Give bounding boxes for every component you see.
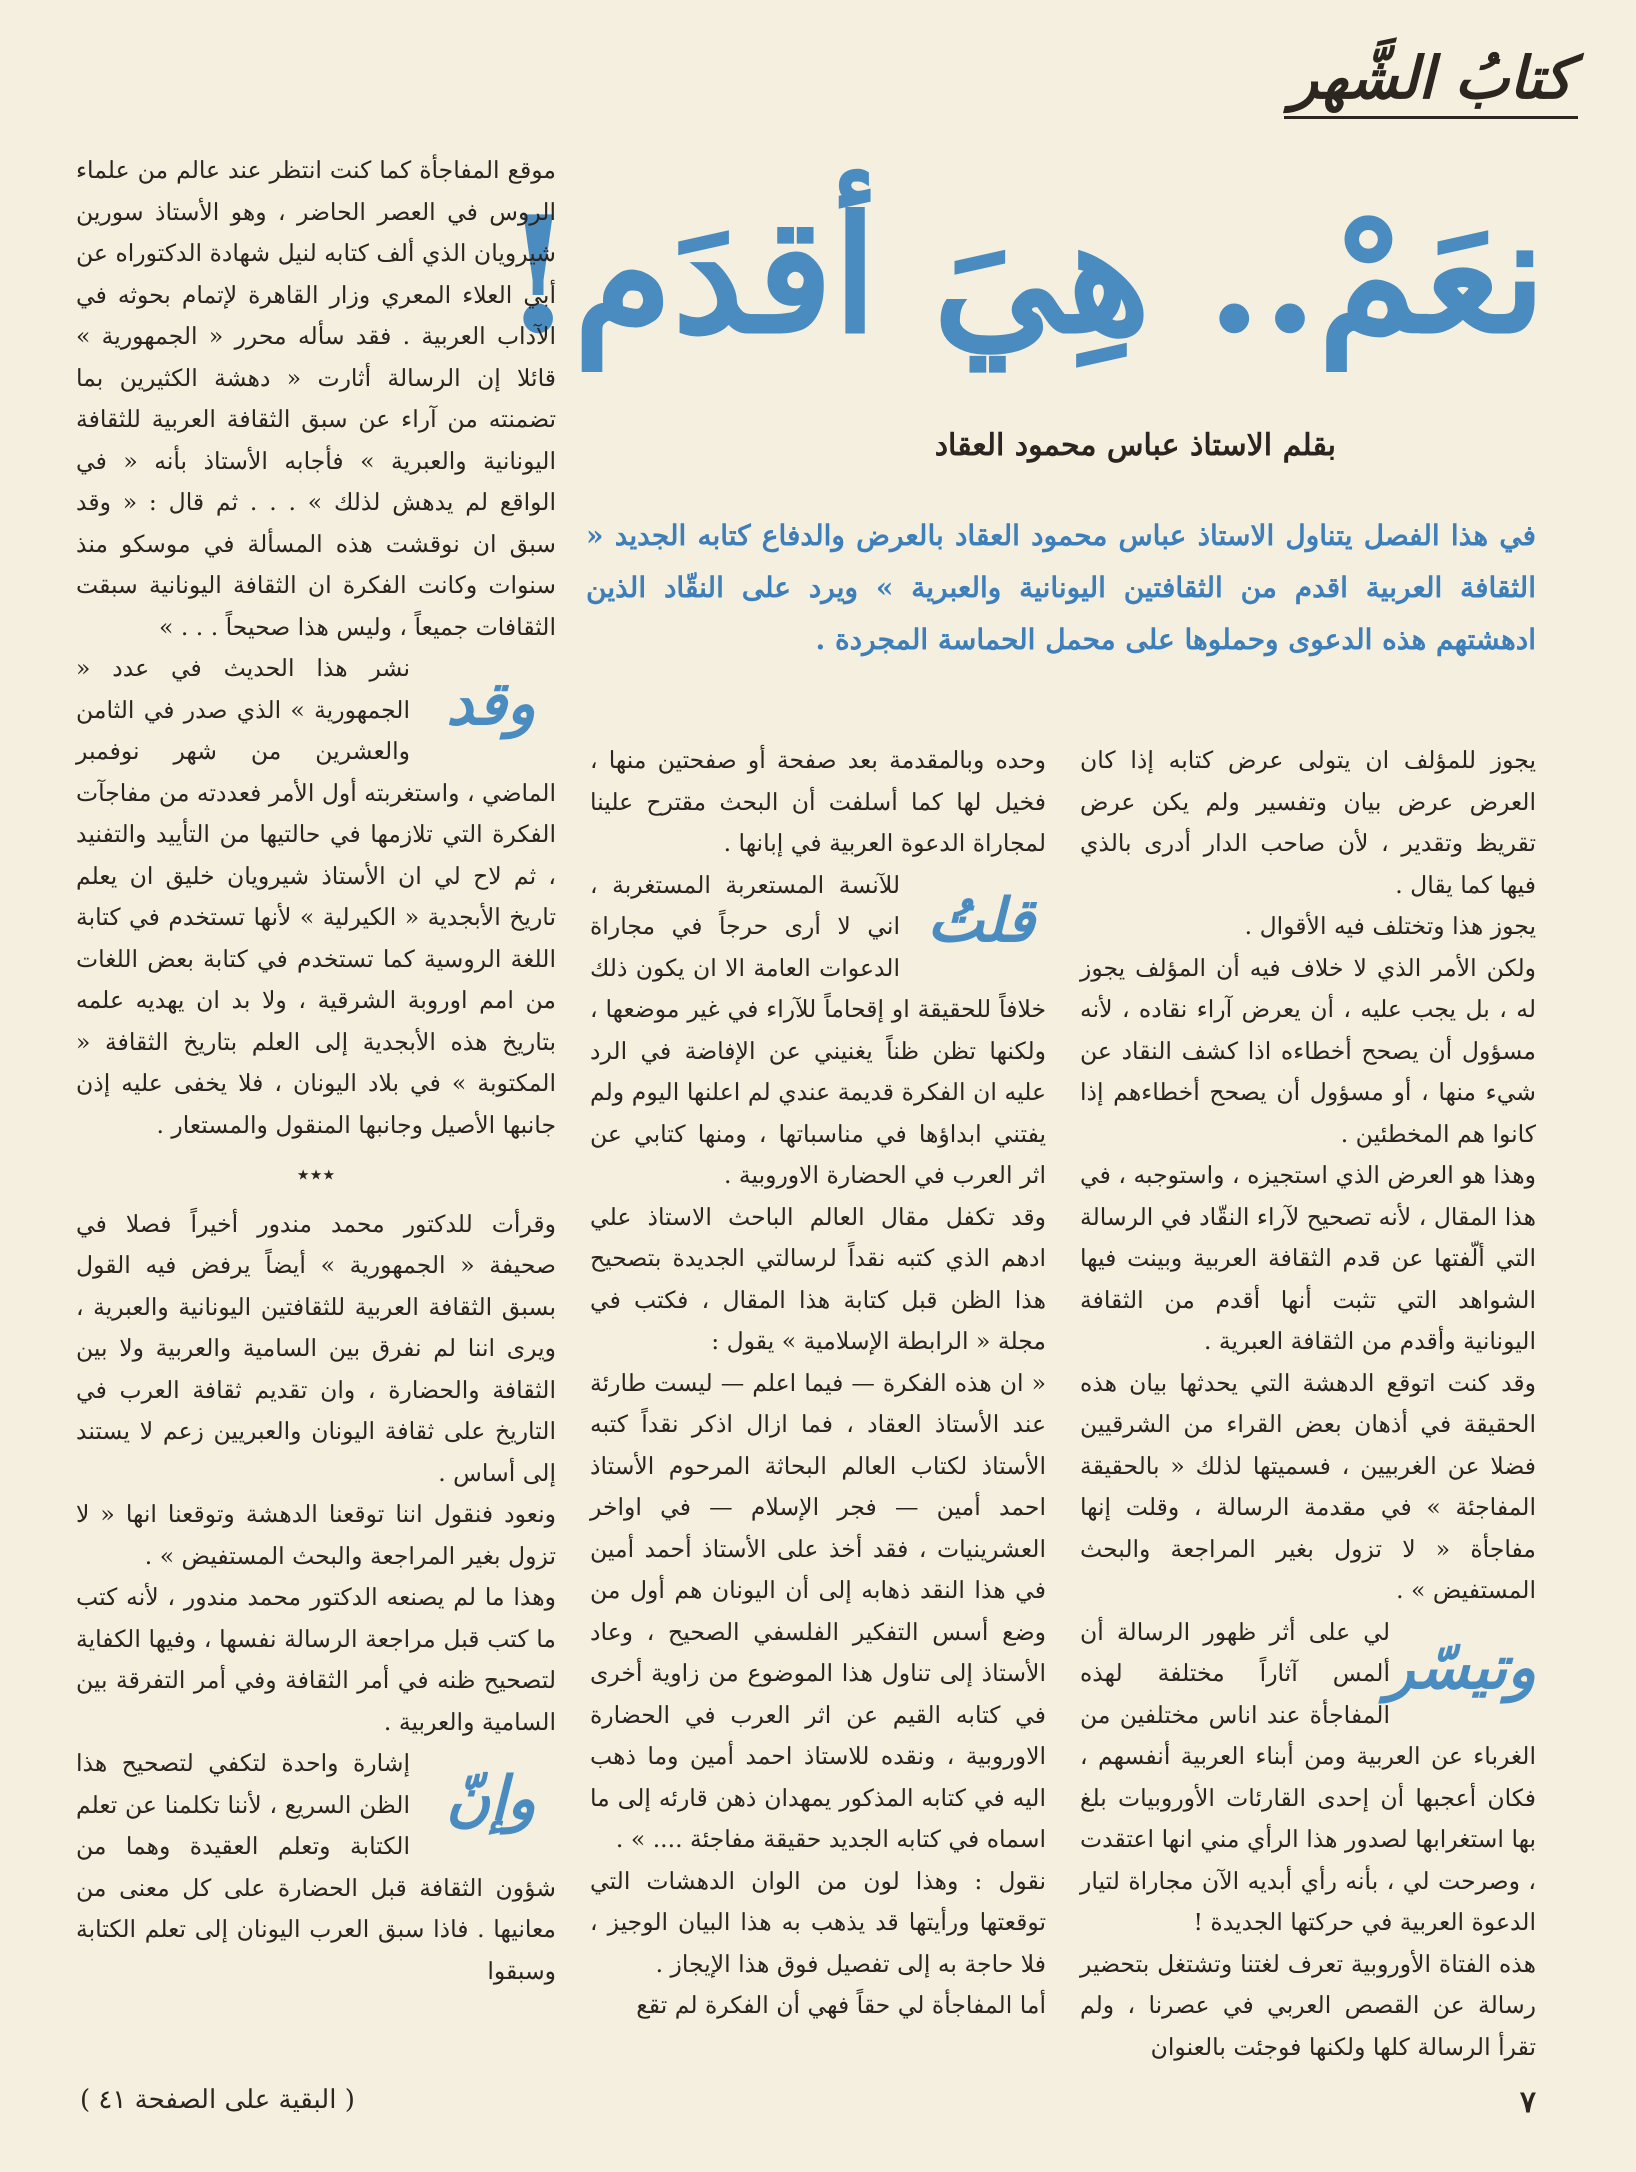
headline: نعَمْ.. هِيَ أقدَم! bbox=[503, 181, 1546, 369]
paragraph: أما المفاجأة لي حقاً فهي أن الفكرة لم تقع bbox=[636, 1991, 1046, 2019]
drop-cap: وقد bbox=[446, 669, 536, 739]
paragraph: نقول : وهذا لون من الوان الدهشات التي توقعتها ورأيتها قد يذهب به هذا البيان الوجيز ، فلا حاجة به إلى تفصيل فوق هذا الإيجاز . bbox=[590, 1866, 1046, 1978]
paragraph: يجوز هذا وتختلف فيه الأقوال . bbox=[1244, 912, 1536, 940]
paragraph: موقع المفاجأة كما كنت انتظر عند عالم من علماء الروس في العصر الحاضر ، وهو الأستاذ سورين شيرويان الذي ألف كتابه لنيل شهادة الدكتوراه عن أبي العلاء المعري وزار القاهرة لإتمام بحوثه في الآداب العربية . فقد سأله محرر « الجمهورية » قائلا إن الرسالة أثارت « دهشة الكثيرين بما تضمنته من آراء عن سبق الثقافة العربية للثقافة اليونانية والعبرية » فأجابه الأستاذ بأنه « في الواقع لم يدهش لذلك » . . . ثم قال : « وقد سبق ان نوقشت هذه المسألة في موسكو منذ سنوات وكانت الفكرة ان الثقافة اليونانية سبقت الثقافات جميعاً ، وليس هذا صحيحاً . . . » bbox=[76, 156, 556, 641]
paragraph: وقرأت للدكتور محمد مندور أخيراً فصلا في صحيفة « الجمهورية » أيضاً يرفض فيه القول بسبق الثقافة العربية للثقافتين اليونانية والعبرية ، ويرى اننا لم نفرق بين السامية والعربية ولا بين الثقافة والحضارة ، وان تقديم ثقافة العرب في التاريخ على ثقافة اليونان والعبريين زعم لا يستند إلى أساس . bbox=[76, 1209, 556, 1487]
drop-cap: وإنّ bbox=[446, 1764, 536, 1834]
byline: بقلم الاستاذ عباس محمود العقاد bbox=[934, 428, 1336, 463]
column-1 bbox=[1080, 740, 1536, 2085]
drop-cap: قلتُ bbox=[927, 885, 1035, 956]
paragraph: وقد تكفل مقال العالم الباحث الاستاذ علي ادهم الذي كتبه نقداً لرسالتي الجديدة بتصحيح هذا الظن قبل كتابة هذا المقال ، فكتب في مجلة « الرابطة الإسلامية » يقول : bbox=[590, 1202, 1046, 1355]
paragraph: وإنّ إشارة واحدة لتكفي لتصحيح هذا الظن السريع ، لأننا تكلمنا عن تعلم الكتابة وتعلم العقيدة وهما من شؤون الثقافة قبل الحضارة على كل معنى من معانيها . فاذا سبق العرب اليونان إلى تعلم الكتابة وسبقوا bbox=[76, 1749, 556, 1985]
paragraph: وقد نشر هذا الحديث في عدد « الجمهورية » الذي صدر في الثامن والعشرين من شهر نوفمبر الماضي ، واستغربته أول الأمر فعددته من مفاجآت الفكرة التي تلازمها في حالتيها من التأييد والتفنيد ، ثم لاح لي ان الأستاذ شيرويان خليق ان يعلم تاريخ الأبجدية « الكيرلية » لأنها تستخدم في كتابة اللغة الروسية كما تستخدم في كتابة بعض اللغات من امم اوروبة الشرقية ، ولا بد ان يهديه علمه بتاريخ هذه الأبجدية إلى العلم بتاريخ الثقافة « المكتوبة » في بلاد اليونان ، فلا يخفى عليه إذن جانبها الأصيل وجانبها المنقول والمستعار . bbox=[76, 654, 556, 1139]
intro-paragraph: في هذا الفصل يتناول الاستاذ عباس محمود العقاد بالعرض والدفاع كتابه الجديد « الثقافة العربية اقدم من الثقافتين اليونانية والعبرية » ويرد على النقّاد الذين ادهشتهم هذه الدعوى وحملوها على محمل الحماسة المجردة . bbox=[586, 519, 1536, 656]
paragraph: وهذا ما لم يصنعه الدكتور محمد مندور ، لأنه كتب ما كتب قبل مراجعة الرسالة نفسها ، وفيها الكفاية لتصحيح ظنه في أمر الثقافة وفي أمر التفرقة بين السامية والعربية . bbox=[76, 1583, 556, 1736]
paragraph: هذه الفتاة الأوروبية تعرف لغتنا وتشتغل بتحضير رسالة عن القصص العربي في عصرنا ، ولم تقرأ الرسالة كلها ولكنها فوجئت بالعنوان bbox=[1080, 1949, 1536, 2061]
paragraph: « ان هذه الفكرة — فيما اعلم — ليست طارئة عند الأستاذ العقاد ، فما ازال اذكر نقداً كتبه الأستاذ لكتاب العالم البحاثة المرحوم الأستاذ احمد أمين — فجر الإسلام — في اواخر العشرينيات ، فقد أخذ على الأستاذ أحمد أمين في هذا النقد ذهابه إلى أن اليونان هم أول من وضع أسس التفكير الفلسفي الصحيح ، وعاد الأستاذ إلى تناول هذا الموضوع من زاوية أخرى في كتابه القيم عن اثر العرب في الحضارة الاوروبية ، ونقده للاستاذ احمد أمين وما ذهب اليه في كتابه المذكور يمهدان ذهن قارئه إلى ما اسماه في كتابه الجديد حقيقة مفاجئة .... » . bbox=[590, 1368, 1046, 1853]
continued-note: ( البقية على الصفحة ٤١ ) bbox=[80, 2085, 355, 2115]
page-number: ٧ bbox=[1519, 2085, 1536, 2120]
section-divider: ٭٭٭ bbox=[296, 1160, 336, 1188]
column-2 bbox=[590, 740, 1046, 2085]
drop-cap: وتيسّر bbox=[1385, 1632, 1536, 1703]
section-label: كتابُ الشَّهر bbox=[1284, 44, 1578, 119]
column-3 bbox=[76, 150, 556, 2085]
paragraph: وهذا هو العرض الذي استجيزه ، واستوجبه ، في هذا المقال ، لأنه تصحيح لآراء النقّاد في الرسالة التي ألّفتها عن قدم الثقافة العربية وبينت فيها الشواهد التي تثبت أنها أقدم من الثقافة اليونانية وأقدم من الثقافة العبرية . bbox=[1080, 1161, 1536, 1355]
paragraph: وحده وبالمقدمة بعد صفحة أو صفحتين منها ، فخيل لها كما أسلفت أن البحث مقترح علينا لمجاراة الدعوة العربية في إبانها . bbox=[590, 746, 1046, 857]
paragraph: ونعود فنقول اننا توقعنا الدهشة وتوقعنا انها « لا تزول بغير المراجعة والبحث المستفيض » . bbox=[76, 1500, 556, 1570]
paragraph: وتيسّر لي على أثر ظهور الرسالة أن ألمس آثاراً مختلفة لهذه المفاجأة عند اناس مختلفين من الغرباء عن العربية ومن أبناء العربية أنفسهم ، فكان أعجبها أن إحدى القارئات الأوروبيات بلغ بها استغرابها لصدور هذا الرأي مني انها اعتقدت ، وصرحت لي ، بأنه رأي أبديه الآن مجاراة لتيار الدعوة العربية في حركتها الجديدة ! bbox=[1080, 1617, 1536, 1936]
paragraph: ولكن الأمر الذي لا خلاف فيه أن المؤلف يجوز له ، بل يجب عليه ، أن يعرض آراء نقاده ، لأنه مسؤول أن يصحح أخطاءه اذا كشف النقاد عن شيء منها ، أو مسؤول أن يصحح أخطاءهم إذا كانوا هم المخطئين . bbox=[1080, 953, 1536, 1148]
paragraph: قلتُ للآنسة المستعربة المستغربة ، اني لا أرى حرجاً في مجاراة الدعوات العامة الا ان يكون ذلك خلافاً للحقيقة او إقحاماً للآراء في غير موضعها ، ولكنها تظن ظناً يغنيني عن الإفاضة في الرد عليه ان الفكرة قديمة عندي لم اعلنها اليوم ولم يفتني ابداؤها في مناسباتها ، ومنها كتابي عن اثر العرب في الحضارة الاوروبية . bbox=[590, 870, 1046, 1189]
paragraph: وقد كنت اتوقع الدهشة التي يحدثها بيان هذه الحقيقة في أذهان بعض القراء من الشرقيين فضلا عن الغربيين ، فسميتها لذلك « بالحقيقة المفاجئة » في مقدمة الرسالة ، وقلت إنها مفاجأة « لا تزول بغير المراجعة والبحث المستفيض » . bbox=[1080, 1368, 1536, 1604]
paragraph: يجوز للمؤلف ان يتولى عرض كتابه إذا كان العرض عرض بيان وتفسير ولم يكن عرض تقريظ وتقدير ، لأن صاحب الدار أدرى بالذي فيها كما يقال . bbox=[1080, 746, 1536, 899]
